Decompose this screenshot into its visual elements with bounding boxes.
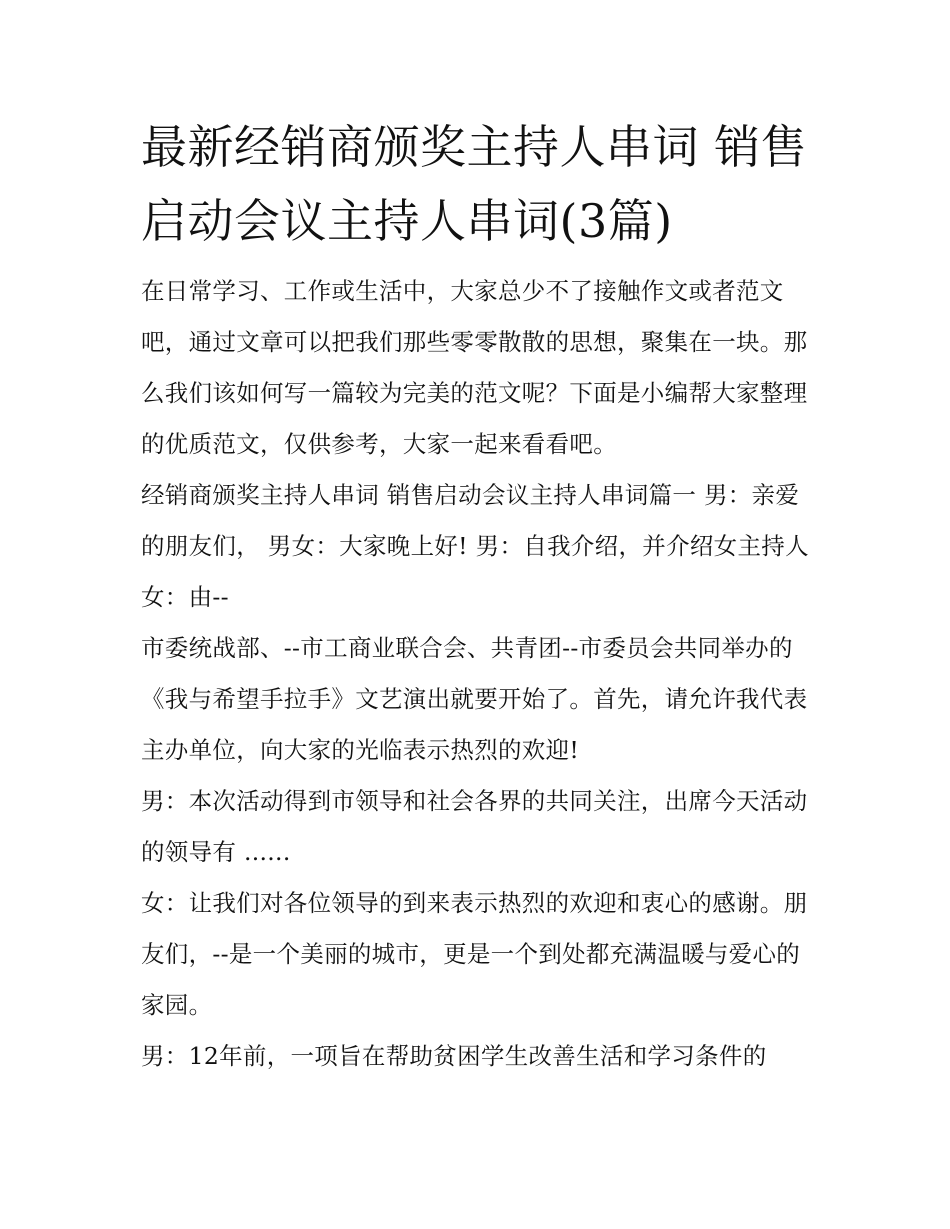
document-title: 最新经销商颁奖主持人串词 销售启动会议主持人串词(3篇) [141, 120, 808, 248]
document-page [141, 110, 821, 1082]
paragraph-organizers: 市委统战部、--市工商业联合会、共青团--市委员会共同举办的《我与希望手拉手》文艺演出就要开始了。首先，请允许我代表主办单位，向大家的光临表示热烈的欢迎! [141, 634, 808, 764]
paragraph-opening: 经销商颁奖主持人串词 销售启动会议主持人串词篇一 男：亲爱的朋友们， 男女：大家晚上好! 男：自我介绍，并介绍女主持人 女：由-- [141, 481, 809, 611]
paragraph-intro: 在日常学习、工作或生活中，大家总少不了接触作文或者范文吧，通过文章可以把我们那些零零散散的思想，聚集在一块。那么我们该如何写一篇较为完美的范文呢？下面是小编帮大家整理的优质范文，仅供参考，大家一起来看看吧。 [141, 277, 808, 458]
paragraph-history: 男：12年前，一项旨在帮助贫困学生改善生活和学习条件的 [141, 1042, 767, 1070]
paragraph-thanks: 女：让我们对各位领导的到来表示热烈的欢迎和衷心的感谢。朋友们，--是一个美丽的城市，更是一个到处都充满温暖与爱心的家园。 [141, 889, 808, 1019]
paragraph-leaders: 男：本次活动得到市领导和社会各界的共同关注，出席今天活动的领导有 ...... [141, 787, 808, 866]
